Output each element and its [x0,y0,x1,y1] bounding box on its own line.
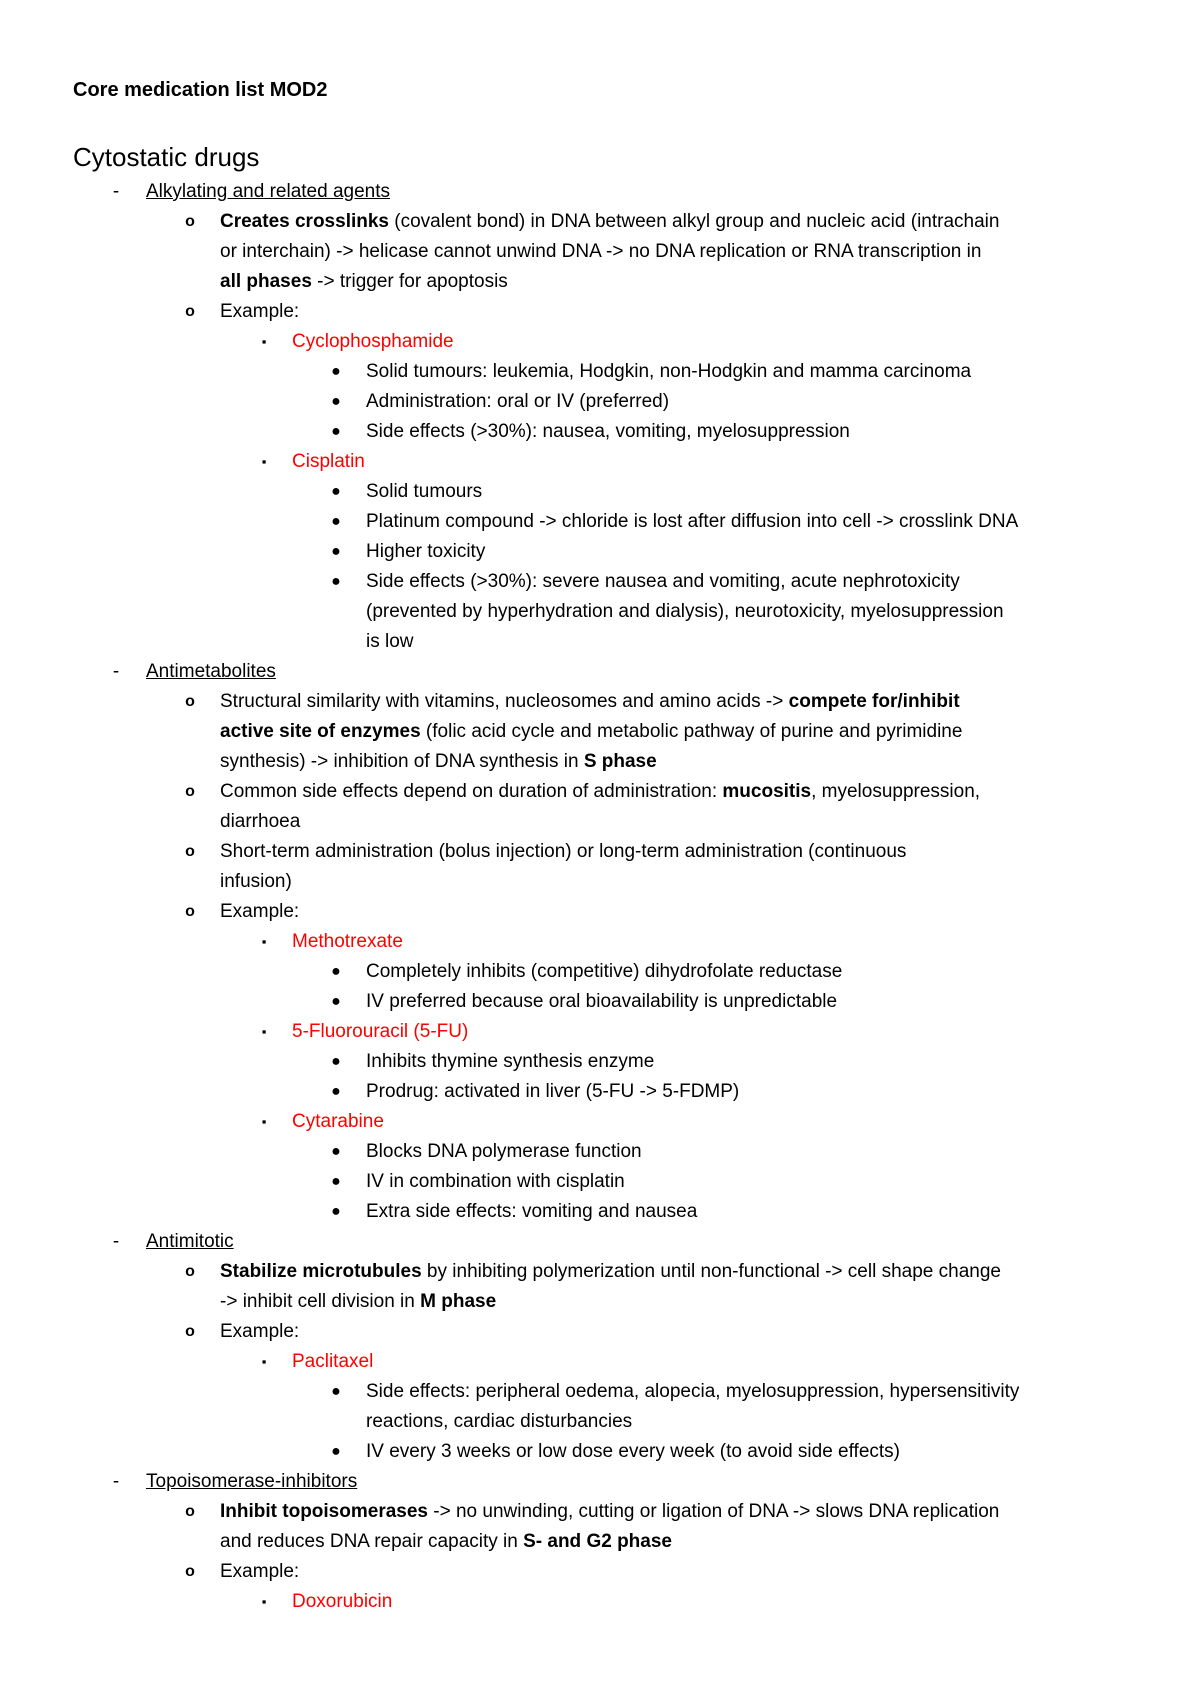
drug-name: Methotrexate [292,931,403,952]
dot-bullet-icon: ● [331,513,341,530]
outline-line-level-3 [0,927,1200,957]
dot-bullet-icon: ● [331,393,341,410]
circle-bullet: o [185,213,195,230]
outline-line-level-4 [0,597,1200,627]
line-text: reactions, cardiac disturbancies [366,1411,633,1432]
circle-bullet: o [185,303,195,320]
dash-bullet: - [112,1231,120,1252]
line-text: all phases [220,271,312,292]
line-text: Inhibit topoisomerases [220,1501,428,1522]
outline-line-level-2 [0,777,1200,807]
line-text: diarrhoea [220,811,301,832]
line-text: Extra side effects: vomiting and nausea [366,1201,698,1222]
line-text: (covalent bond) in DNA between alkyl group and nucleic acid (intrachain [389,211,1000,232]
dot-bullet-icon: ● [331,1053,341,1070]
dot-bullet-icon: ● [331,1143,341,1160]
square-bullet-icon: ▪ [261,1114,267,1129]
circle-bullet: o [185,1503,195,1520]
outline-line-level-2 [0,1317,1200,1347]
outline-line-level-2 [0,1287,1200,1317]
line-text: M phase [420,1291,497,1312]
outline-line-level-3 [0,327,1200,357]
line-text: Solid tumours: leukemia, Hodgkin, non-Hodgkin and mamma carcinoma [366,361,972,382]
outline-list [0,177,1200,1617]
drug-name: 5-Fluorouracil (5-FU) [292,1021,469,1042]
dot-bullet-icon: ● [331,543,341,560]
line-text: active site of enzymes [220,721,421,742]
outline-line-level-2 [0,897,1200,927]
outline-line-level-1 [0,1227,1200,1257]
outline-line-level-2 [0,1557,1200,1587]
outline-line-level-2 [0,1527,1200,1557]
dot-bullet-icon: ● [331,963,341,980]
line-text: Structural similarity with vitamins, nucleosomes and amino acids -> [220,691,789,712]
outline-line-level-4 [0,537,1200,567]
circle-bullet: o [185,693,195,710]
dash-bullet: - [112,181,120,202]
dot-bullet-icon: ● [331,363,341,380]
outline-line-level-2 [0,717,1200,747]
line-text: Example: [220,901,300,922]
outline-line-level-4 [0,957,1200,987]
dash-bullet: - [112,661,120,682]
line-text: Common side effects depend on duration of administration: [220,781,723,802]
line-text: IV in combination with cisplatin [366,1171,625,1192]
line-text: Higher toxicity [366,541,486,562]
circle-bullet: o [185,903,195,920]
line-text: or interchain) -> helicase cannot unwind DNA -> no DNA replication or RNA transcription in [220,241,982,262]
line-text: S phase [583,751,657,772]
outline-line-level-2 [0,867,1200,897]
outline-line-level-4 [0,1377,1200,1407]
line-text: Blocks DNA polymerase function [366,1141,642,1162]
outline-line-level-2 [0,837,1200,867]
outline-line-level-1 [0,657,1200,687]
dot-bullet-icon: ● [331,423,341,440]
outline-line-level-4 [0,1137,1200,1167]
dot-bullet-icon: ● [331,993,341,1010]
line-text: compete for/inhibit [788,691,960,712]
line-text: and reduces DNA repair capacity in [220,1531,524,1552]
outline-line-level-3 [0,1107,1200,1137]
line-text: is low [366,631,414,652]
line-text: Example: [220,1561,300,1582]
dot-bullet-icon: ● [331,1203,341,1220]
dot-bullet-icon: ● [331,573,341,590]
line-text: -> inhibit cell division in [220,1291,421,1312]
outline-line-level-1 [0,1467,1200,1497]
outline-line-level-4 [0,627,1200,657]
outline-line-level-4 [0,1167,1200,1197]
line-text: Stabilize microtubules [220,1261,422,1282]
outline-line-level-4 [0,987,1200,1017]
category-heading: Topoisomerase-inhibitors [146,1471,358,1492]
outline-line-level-4 [0,477,1200,507]
outline-line-level-4 [0,1407,1200,1437]
dot-bullet-icon: ● [331,1173,341,1190]
outline-line-level-4 [0,1197,1200,1227]
line-text: Short-term administration (bolus injection) or long-term administration (continuous [220,841,907,862]
outline-line-level-2 [0,1257,1200,1287]
line-text: (folic acid cycle and metabolic pathway of purine and pyrimidine [420,721,963,742]
square-bullet-icon: ▪ [261,1024,267,1039]
dot-bullet-icon: ● [331,1443,341,1460]
outline-line-level-4 [0,1437,1200,1467]
outline-line-level-4 [0,357,1200,387]
outline-line-level-3 [0,1017,1200,1047]
outline-line-level-2 [0,747,1200,777]
line-text: mucositis [722,781,812,802]
line-text: IV preferred because oral bioavailability is unpredictable [366,991,838,1012]
line-text: Solid tumours [366,481,483,502]
outline-line-level-3 [0,1587,1200,1617]
line-text: by inhibiting polymerization until non-functional -> cell shape change [421,1261,1001,1282]
line-text: Example: [220,1321,300,1342]
line-text: Prodrug: activated in liver (5-FU -> 5-FDMP) [366,1081,740,1102]
outline-line-level-3 [0,447,1200,477]
outline-line-level-2 [0,237,1200,267]
outline-line-level-4 [0,417,1200,447]
line-text: Side effects (>30%): nausea, vomiting, myelosuppression [366,421,850,442]
circle-bullet: o [185,843,195,860]
drug-name: Cytarabine [292,1111,384,1132]
category-heading: Alkylating and related agents [146,181,390,202]
dot-bullet-icon: ● [331,1083,341,1100]
category-heading: Antimitotic [146,1231,234,1252]
outline-line-level-3 [0,1347,1200,1377]
outline-line-level-4 [0,567,1200,597]
line-text: S- and G2 phase [523,1531,672,1552]
outline-line-level-1 [0,177,1200,207]
line-text: IV every 3 weeks or low dose every week (to avoid side effects) [366,1441,901,1462]
outline-line-level-4 [0,387,1200,417]
square-bullet-icon: ▪ [261,454,267,469]
square-bullet-icon: ▪ [261,1594,267,1609]
line-text: Side effects (>30%): severe nausea and vomiting, acute nephrotoxicity [366,571,960,592]
square-bullet-icon: ▪ [261,334,267,349]
line-text: Creates crosslinks [220,211,389,232]
line-text: Completely inhibits (competitive) dihydrofolate reductase [366,961,843,982]
dot-bullet-icon: ● [331,1383,341,1400]
outline-line-level-2 [0,687,1200,717]
circle-bullet: o [185,783,195,800]
drug-name: Doxorubicin [292,1591,393,1612]
category-heading: Antimetabolites [146,661,276,682]
circle-bullet: o [185,1323,195,1340]
line-text: infusion) [220,871,292,892]
drug-name: Cyclophosphamide [292,331,454,352]
circle-bullet: o [185,1563,195,1580]
line-text: synthesis) -> inhibition of DNA synthesis in [220,751,584,772]
outline-line-level-4 [0,1077,1200,1107]
outline-line-level-2 [0,207,1200,237]
outline-line-level-2 [0,1497,1200,1527]
line-text: Side effects: peripheral oedema, alopecia, myelosuppression, hypersensitivity [366,1381,1020,1402]
line-text: Example: [220,301,300,322]
line-text: -> no unwinding, cutting or ligation of DNA -> slows DNA replication [427,1501,1000,1522]
outline-line-level-4 [0,1047,1200,1077]
square-bullet-icon: ▪ [261,934,267,949]
line-text: Administration: oral or IV (preferred) [366,391,670,412]
drug-name: Paclitaxel [292,1351,374,1372]
dash-bullet: - [112,1471,120,1492]
document-title: Core medication list MOD2 [73,79,328,101]
dot-bullet-icon: ● [331,483,341,500]
outline-line-level-2 [0,297,1200,327]
line-text: Platinum compound -> chloride is lost after diffusion into cell -> crosslink DNA [366,511,1019,532]
outline-line-level-2 [0,267,1200,297]
line-text: -> trigger for apoptosis [311,271,508,292]
drug-name: Cisplatin [292,451,365,472]
circle-bullet: o [185,1263,195,1280]
line-text: , myelosuppression, [811,781,981,802]
line-text: (prevented by hyperhydration and dialysis), neurotoxicity, myelosuppression [366,601,1004,622]
section-heading: Cytostatic drugs [73,142,260,172]
line-text: Inhibits thymine synthesis enzyme [366,1051,655,1072]
outline-line-level-2 [0,807,1200,837]
square-bullet-icon: ▪ [261,1354,267,1369]
outline-line-level-4 [0,507,1200,537]
